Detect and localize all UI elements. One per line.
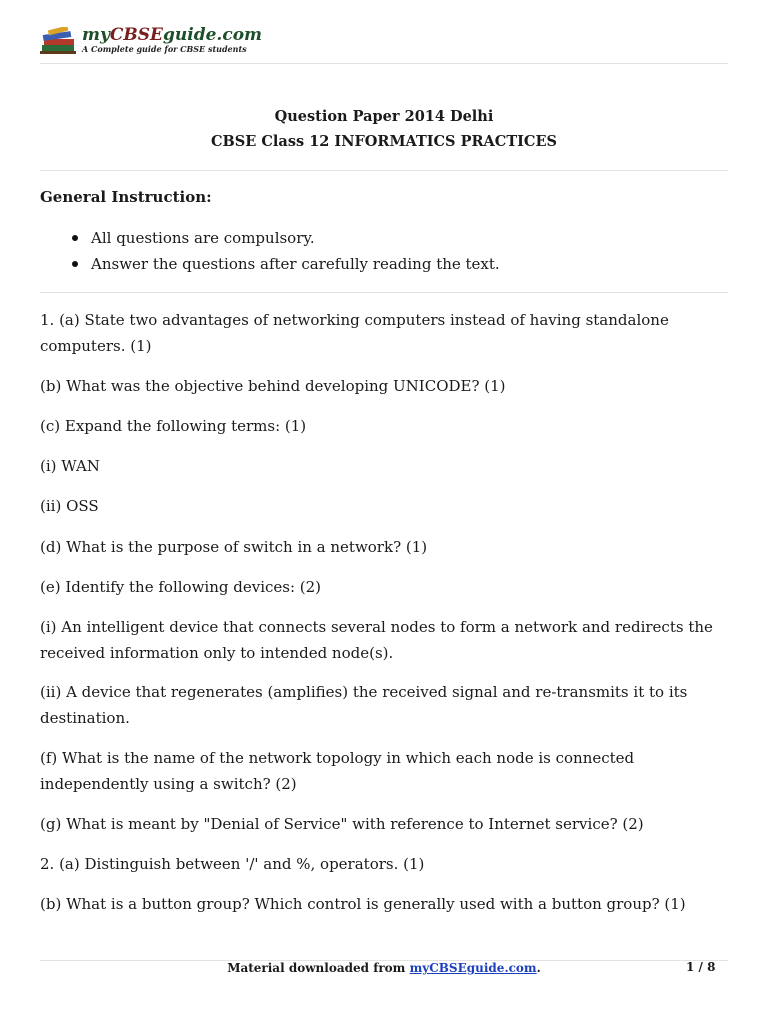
footer-suffix: . xyxy=(536,961,541,975)
site-logo xyxy=(40,27,262,61)
books-logo-icon xyxy=(40,27,78,57)
question-2a: 2. (a) Distinguish between '/' and %, operators. (1) xyxy=(40,855,425,873)
instructions-list xyxy=(40,227,500,279)
paper-subtitle: CBSE Class 12 INFORMATICS PRACTICES xyxy=(211,133,557,150)
brand-tagline: A Complete guide for CBSE students xyxy=(82,44,247,54)
question-1e-i: (i) An intelligent device that connects several nodes to form a network and redirects the received information only to intended node(s). xyxy=(40,618,713,662)
question-1d: (d) What is the purpose of switch in a network? (1) xyxy=(40,538,428,556)
question-1b: (b) What was the objective behind developing UNICODE? (1) xyxy=(40,377,506,395)
title-divider xyxy=(40,170,728,171)
question-1e-ii: (ii) A device that regenerates (amplifies) the received signal and re-transmits it to its destination. xyxy=(40,683,688,727)
page-number: 1 / 8 xyxy=(686,960,716,974)
brand-name xyxy=(82,27,262,44)
brand-suffix: guide.com xyxy=(163,25,263,45)
instructions-heading: General Instruction: xyxy=(40,188,212,206)
question-1c-i: (i) WAN xyxy=(40,457,100,475)
brand-prefix: my xyxy=(82,25,110,45)
question-1g: (g) What is meant by "Denial of Service" with reference to Internet service? (2) xyxy=(40,815,644,833)
question-1a: 1. (a) State two advantages of networking computers instead of having standalone computers. (1) xyxy=(40,311,669,355)
question-1f: (f) What is the name of the network topology in which each node is connected independently using a switch? (2) xyxy=(40,749,635,793)
list-item: All questions are compulsory. xyxy=(40,227,500,253)
question-1c-ii: (ii) OSS xyxy=(40,497,99,515)
question-2b: (b) What is a button group? Which control is generally used with a button group? (1) xyxy=(40,895,686,913)
footer-text: Material downloaded from xyxy=(227,961,410,975)
footer-link[interactable]: myCBSEguide.com xyxy=(409,961,537,975)
brand-main: CBSE xyxy=(109,25,164,45)
question-1e: (e) Identify the following devices: (2) xyxy=(40,578,322,596)
footer xyxy=(0,961,768,975)
list-item: Answer the questions after carefully reading the text. xyxy=(40,253,500,279)
paper-title: Question Paper 2014 Delhi xyxy=(274,108,494,125)
instructions-divider xyxy=(40,292,728,293)
question-1c: (c) Expand the following terms: (1) xyxy=(40,417,307,435)
header-divider xyxy=(40,63,728,64)
